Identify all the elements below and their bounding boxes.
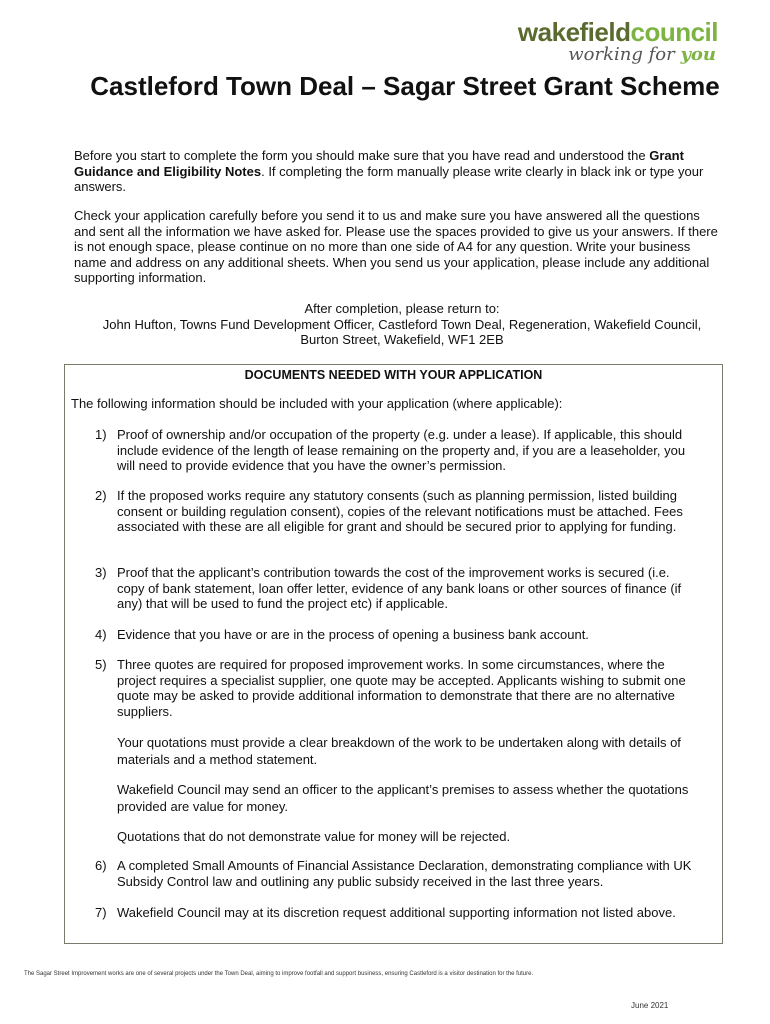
documents-intro: The following information should be included with your application (where applicable):: [71, 396, 563, 411]
footnote: The Sagar Street Improvement works are one of several projects under the Town Deal, aiming to improve footfall and support business, ensuring Castleford is a visitor destination for the future.: [24, 971, 534, 977]
list-item: 3) Proof that the applicant’s contribution towards the cost of the improvement works is secured (i.e. copy of bank statement, loan offer letter, evidence of any bank loans or other sources of finance (if any) that will be used to fund the project etc) if applicable.: [95, 565, 682, 611]
intro-paragraph-2: Check your application carefully before you send it to us and make sure you have answered all the questions and sent all the information we have asked for. Please use the spaces provided to give us your answers. If there is not enough space, please continue on no more than one side of A4 for any question. Write your business name and address on any additional sheets. When you send us your application, please include any additional supporting information.: [74, 208, 718, 285]
documents-heading: DOCUMENTS NEEDED WITH YOUR APPLICATION: [244, 368, 543, 382]
guidance-notes-reference: Grant Guidance and Eligibility Notes: [74, 148, 684, 179]
list-item: 1) Proof of ownership and/or occupation of the property (e.g. under a lease). If applicable, this should include evidence of the length of lease remaining on the property and, if you are a leaseholder, you will need to provide evidence that you have the owner’s permission.: [95, 427, 686, 473]
list-item: 7) Wakefield Council may at its discretion request additional supporting information not listed above.: [95, 905, 676, 920]
list-item: 6) A completed Small Amounts of Financial Assistance Declaration, demonstrating compliance with UK Subsidy Control law and outlining any public subsidy received in the last three years.: [95, 858, 692, 889]
return-label: After completion, please return to:: [304, 301, 500, 316]
quotation-note: Quotations that do not demonstrate value for money will be rejected.: [117, 829, 511, 844]
logo-wordmark: wakefieldcouncil: [517, 17, 718, 47]
quotation-note: Your quotations must provide a clear breakdown of the work to be undertaken along with details of materials and a method statement.: [117, 735, 681, 767]
return-address: John Hufton, Towns Fund Development Officer, Castleford Town Deal, Regeneration, Wakefield Council, Burton Street, Wakefield, WF1 2EB: [102, 316, 702, 347]
quotation-note: Wakefield Council may send an officer to the applicant’s premises to assess whether the quotations provided are value for money.: [117, 782, 689, 814]
document-date: June 2021: [631, 1001, 669, 1010]
documents-box: [64, 364, 723, 944]
list-item: 5) Three quotes are required for proposed improvement works. In some circumstances, where the project requires a specialist supplier, one quote may be accepted. Applicants wishing to submit one quote may be asked to provide additional information to demonstrate that there are no alternative suppliers.: [95, 657, 686, 719]
wakefield-council-logo: [508, 14, 718, 72]
list-item: 4) Evidence that you have or are in the process of opening a business bank account.: [95, 627, 589, 642]
page-title: Castleford Town Deal – Sagar Street Grant Scheme: [90, 71, 720, 101]
intro-paragraph-1: Before you start to complete the form you should make sure that you have read and understood the Grant Guidance and Eligibility Notes. If completing the form manually please write clearly in black ink or type your answers.: [74, 148, 704, 194]
list-item: 2) If the proposed works require any statutory consents (such as planning permission, listed building consent or building regulation consent), copies of the relevant notifications must be attached. Fees associated with these are all eligible for grant and should be secured prior to applying for funding.: [95, 488, 683, 534]
return-address-block: [82, 301, 722, 348]
logo-tagline: working for you: [568, 44, 716, 65]
